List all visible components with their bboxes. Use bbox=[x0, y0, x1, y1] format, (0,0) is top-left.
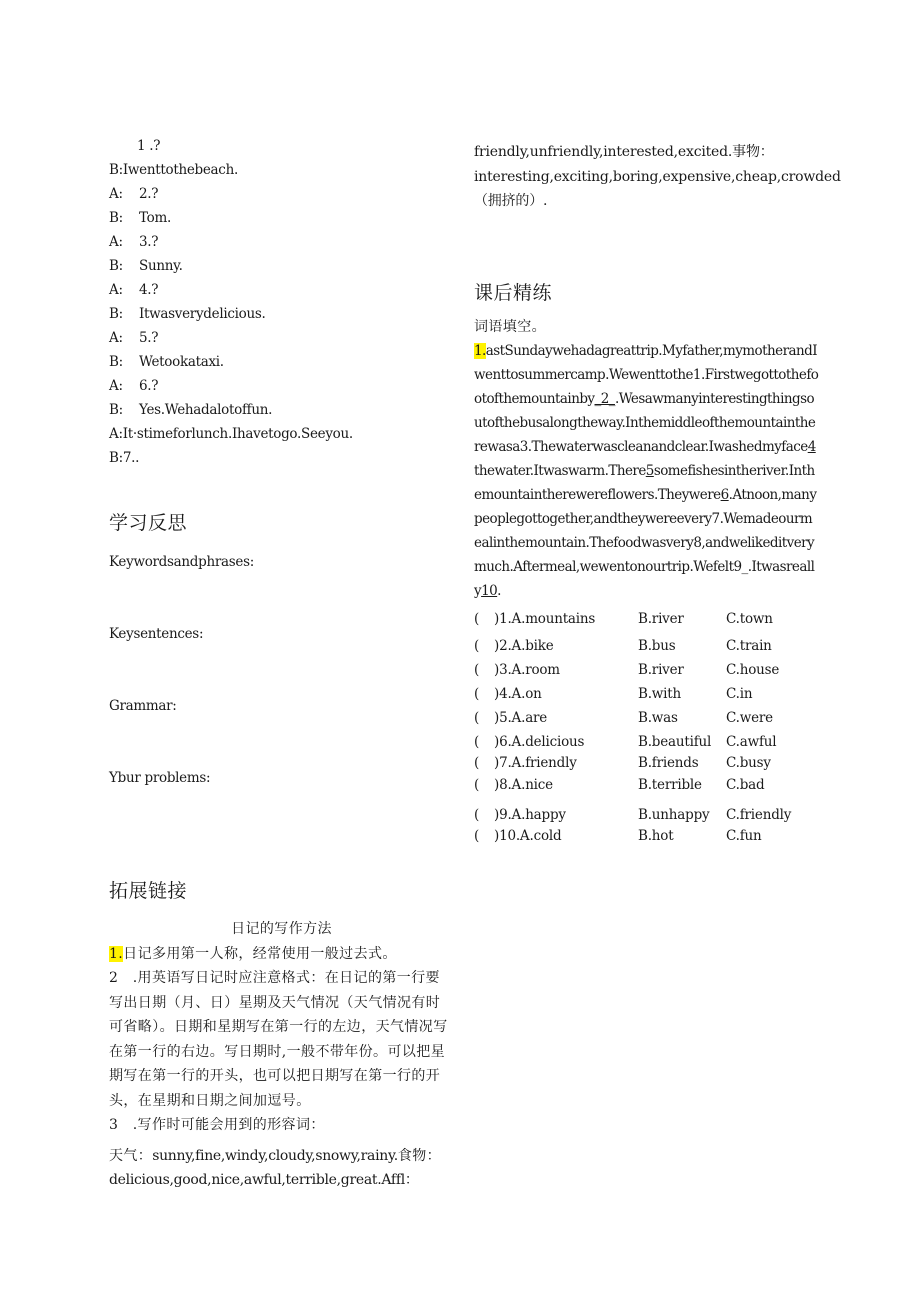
thing-label: 事物： bbox=[732, 144, 774, 160]
extension-paragraph-3: 3 .写作时可能会用到的形容词： bbox=[109, 1117, 325, 1133]
dialogue-line bbox=[109, 206, 454, 230]
answer-slot[interactable]: ( bbox=[474, 734, 480, 750]
adjective-list-continued bbox=[474, 140, 841, 214]
dialogue-text: 6.? bbox=[139, 378, 159, 394]
dialogue-text: B:7.. bbox=[109, 450, 140, 466]
dialogue-text: 4.? bbox=[139, 282, 159, 298]
answer-slot[interactable]: ( bbox=[474, 828, 480, 844]
exercise-title: 课后精练 bbox=[474, 281, 553, 304]
passage-text: thewater.Itwaswarm.There bbox=[474, 463, 646, 479]
option-row bbox=[474, 805, 819, 826]
option-row bbox=[474, 732, 819, 753]
option-c: C.awful bbox=[726, 734, 777, 750]
adjective-list bbox=[109, 1144, 454, 1193]
option-row bbox=[474, 636, 819, 660]
answer-slot[interactable]: ( bbox=[474, 611, 480, 627]
option-c: C.fun bbox=[726, 828, 762, 844]
option-a: )4.A.on bbox=[494, 686, 542, 702]
dialogue-line bbox=[109, 230, 454, 254]
dialogue-text: Yes.Wehadalotoffun. bbox=[139, 402, 273, 418]
answer-slot[interactable]: ( bbox=[474, 686, 480, 702]
blank-4: 4 bbox=[807, 439, 816, 455]
option-a: )1.A.mountains bbox=[494, 611, 596, 627]
option-a: )3.A.room bbox=[494, 662, 560, 678]
reflection-title: 学习反思 bbox=[109, 512, 188, 534]
dialogue-line bbox=[109, 134, 454, 158]
thing-words: interesting,exciting,boring,expensive,cheap,crowded bbox=[474, 168, 841, 185]
dialogue-text: Wetookataxi. bbox=[139, 354, 224, 370]
dialogue-text: Tom. bbox=[139, 210, 171, 226]
option-c: C.house bbox=[726, 662, 780, 678]
option-c: C.were bbox=[726, 710, 773, 726]
highlight-marker: 1. bbox=[474, 343, 486, 359]
extension-paragraph-2: 2 .用英语写日记时应注意格式：在日记的第一行要写出日期（月、日）星期及天气情况（天气情况有时可省略）。日期和星期写在第一行的左边，天气情况写在第一行的右边。写日期时,一般不带年份。可以把星期写在第一行的开头，也可以把日期写在第一行的开头，在星期和日期之间加逗号。 bbox=[109, 970, 448, 1109]
food-label: 食物： bbox=[397, 1147, 442, 1164]
answer-slot[interactable]: ( bbox=[474, 755, 480, 771]
passage-text: .Wesawmanyinterestingthingsoutofthebusalongtheway.Inthemiddleofthemountainthere bbox=[474, 391, 816, 455]
speaker: B: bbox=[109, 306, 123, 322]
left-column bbox=[109, 134, 454, 1193]
option-c: C.town bbox=[726, 611, 773, 627]
option-row bbox=[474, 708, 819, 732]
dialogue bbox=[109, 134, 454, 470]
option-a: )2.A.bike bbox=[494, 638, 554, 654]
option-a: )10.A.cold bbox=[494, 828, 562, 844]
weather-words: sunny,fine,windy,cloudy,snowy,rainy. bbox=[152, 1147, 398, 1164]
option-b: B.was bbox=[638, 710, 678, 726]
option-b: B.terrible bbox=[638, 777, 702, 793]
dialogue-line bbox=[109, 278, 454, 302]
extension-paragraph-1 bbox=[109, 942, 454, 967]
reflection-item: Keywordsandphrases: bbox=[109, 554, 254, 570]
reflection-item: Keysentences: bbox=[109, 626, 204, 642]
blank-6: 6 bbox=[720, 487, 729, 503]
option-row bbox=[474, 684, 819, 708]
dialogue-text: 5.? bbox=[139, 330, 159, 346]
dialogue-line bbox=[109, 350, 454, 374]
option-row bbox=[474, 609, 819, 636]
speaker: B: bbox=[109, 210, 123, 226]
answer-slot[interactable]: ( bbox=[474, 777, 480, 793]
reflection-item: Grammar: bbox=[109, 698, 177, 714]
dialogue-line bbox=[109, 182, 454, 206]
dialogue-line bbox=[109, 158, 454, 182]
option-row bbox=[474, 826, 819, 847]
option-a: )9.A.happy bbox=[494, 807, 566, 823]
answer-slot[interactable]: ( bbox=[474, 638, 480, 654]
passage-text: _.Itwasreally bbox=[474, 559, 815, 599]
speaker: A: bbox=[109, 234, 123, 250]
passage-text: .Atnoon,manypeoplegottogether,andtheywereevery7.Wemadeourmealinthemountain.Thefoodwasvery8,andwelikeditverymuch.Aftermeal,wewentonourtrip.Wefelt9 bbox=[474, 487, 817, 575]
dialogue-line bbox=[109, 422, 454, 446]
speaker: A: bbox=[109, 378, 123, 394]
dialogue-line bbox=[109, 254, 454, 278]
exercise-instruction: 词语填空。 bbox=[474, 318, 546, 335]
option-c: C.in bbox=[726, 686, 753, 702]
option-b: B.friends bbox=[638, 755, 699, 771]
blank-10: 10 bbox=[481, 583, 498, 599]
highlight-marker: 1. bbox=[109, 945, 124, 962]
weather-label: 天气： bbox=[109, 1147, 153, 1164]
option-a: )7.A.friendly bbox=[494, 755, 577, 771]
dialogue-text: 3.? bbox=[139, 234, 159, 250]
option-a: )8.A.nice bbox=[494, 777, 553, 793]
dialogue-text: B:Iwenttothebeach. bbox=[109, 162, 238, 178]
dialogue-line bbox=[109, 398, 454, 422]
speaker: B: bbox=[109, 354, 123, 370]
extension-title: 拓展链接 bbox=[109, 880, 188, 902]
option-c: C.train bbox=[726, 638, 772, 654]
option-b: B.river bbox=[638, 662, 684, 678]
option-c: C.bad bbox=[726, 777, 765, 793]
answer-slot[interactable]: ( bbox=[474, 807, 480, 823]
blank-5: 5 bbox=[645, 463, 654, 479]
option-b: B.unhappy bbox=[638, 807, 710, 823]
dialogue-line bbox=[109, 302, 454, 326]
speaker: A: bbox=[109, 282, 123, 298]
food-words: delicious,good,nice,awful,terrible,great.Affl： bbox=[109, 1172, 419, 1188]
passage-text: wasa3.Thewaterwascleanandclear.Iwashedmyface bbox=[487, 439, 808, 455]
dialogue-line bbox=[109, 374, 454, 398]
option-b: B.river bbox=[638, 611, 684, 627]
option-row bbox=[474, 753, 819, 775]
speaker: B: bbox=[109, 402, 123, 418]
feeling-words: friendly,unfriendly,interested,excited. bbox=[474, 144, 733, 160]
option-b: B.bus bbox=[638, 638, 676, 654]
option-a: )6.A.delicious bbox=[494, 734, 585, 750]
extension-subtitle: 日记的写作方法 bbox=[231, 921, 332, 937]
option-b: B.with bbox=[638, 686, 682, 702]
option-row bbox=[474, 660, 819, 684]
crowded-note: （拥挤的）. bbox=[474, 193, 548, 209]
speaker: B: bbox=[109, 258, 123, 274]
answer-slot[interactable]: ( bbox=[474, 662, 480, 678]
dialogue-text: 2.? bbox=[139, 186, 159, 202]
option-a: )5.A.are bbox=[494, 710, 548, 726]
dialogue-text: Itwasverydelicious. bbox=[139, 306, 266, 322]
option-b: B.beautiful bbox=[638, 734, 712, 750]
reflection-item: Ybur problems: bbox=[109, 770, 211, 786]
blank-2: _2_ bbox=[594, 391, 615, 407]
option-c: C.friendly bbox=[726, 807, 792, 823]
cloze-passage bbox=[474, 339, 819, 603]
speaker: A: bbox=[109, 330, 123, 346]
dialogue-text: 1 .? bbox=[137, 138, 161, 154]
passage-text: astSundaywehadagreattrip.Myfather,mymotherandIwenttosummercamp.Wewenttothe1.Firstwegottothefootofthemountainby bbox=[474, 343, 819, 407]
option-b: B.hot bbox=[638, 828, 674, 844]
right-column bbox=[474, 140, 841, 847]
passage-text: somefishesintheriver.Inthemountaintherewereflowers.Theywere bbox=[474, 463, 815, 503]
option-list bbox=[474, 609, 819, 847]
answer-slot[interactable]: ( bbox=[474, 710, 480, 726]
dialogue-text: A:It·stimeforlunch.Ihavetogo.Seeyou. bbox=[109, 426, 353, 442]
dialogue-line bbox=[109, 446, 454, 470]
option-c: C.busy bbox=[726, 755, 771, 771]
dialogue-text: Sunny. bbox=[139, 258, 183, 274]
paragraph-text: 日记多用第一人称，经常使用一般过去式。 bbox=[123, 945, 397, 962]
option-row bbox=[474, 775, 819, 805]
speaker: A: bbox=[109, 186, 123, 202]
dialogue-line bbox=[109, 326, 454, 350]
passage-text: . bbox=[497, 583, 501, 599]
